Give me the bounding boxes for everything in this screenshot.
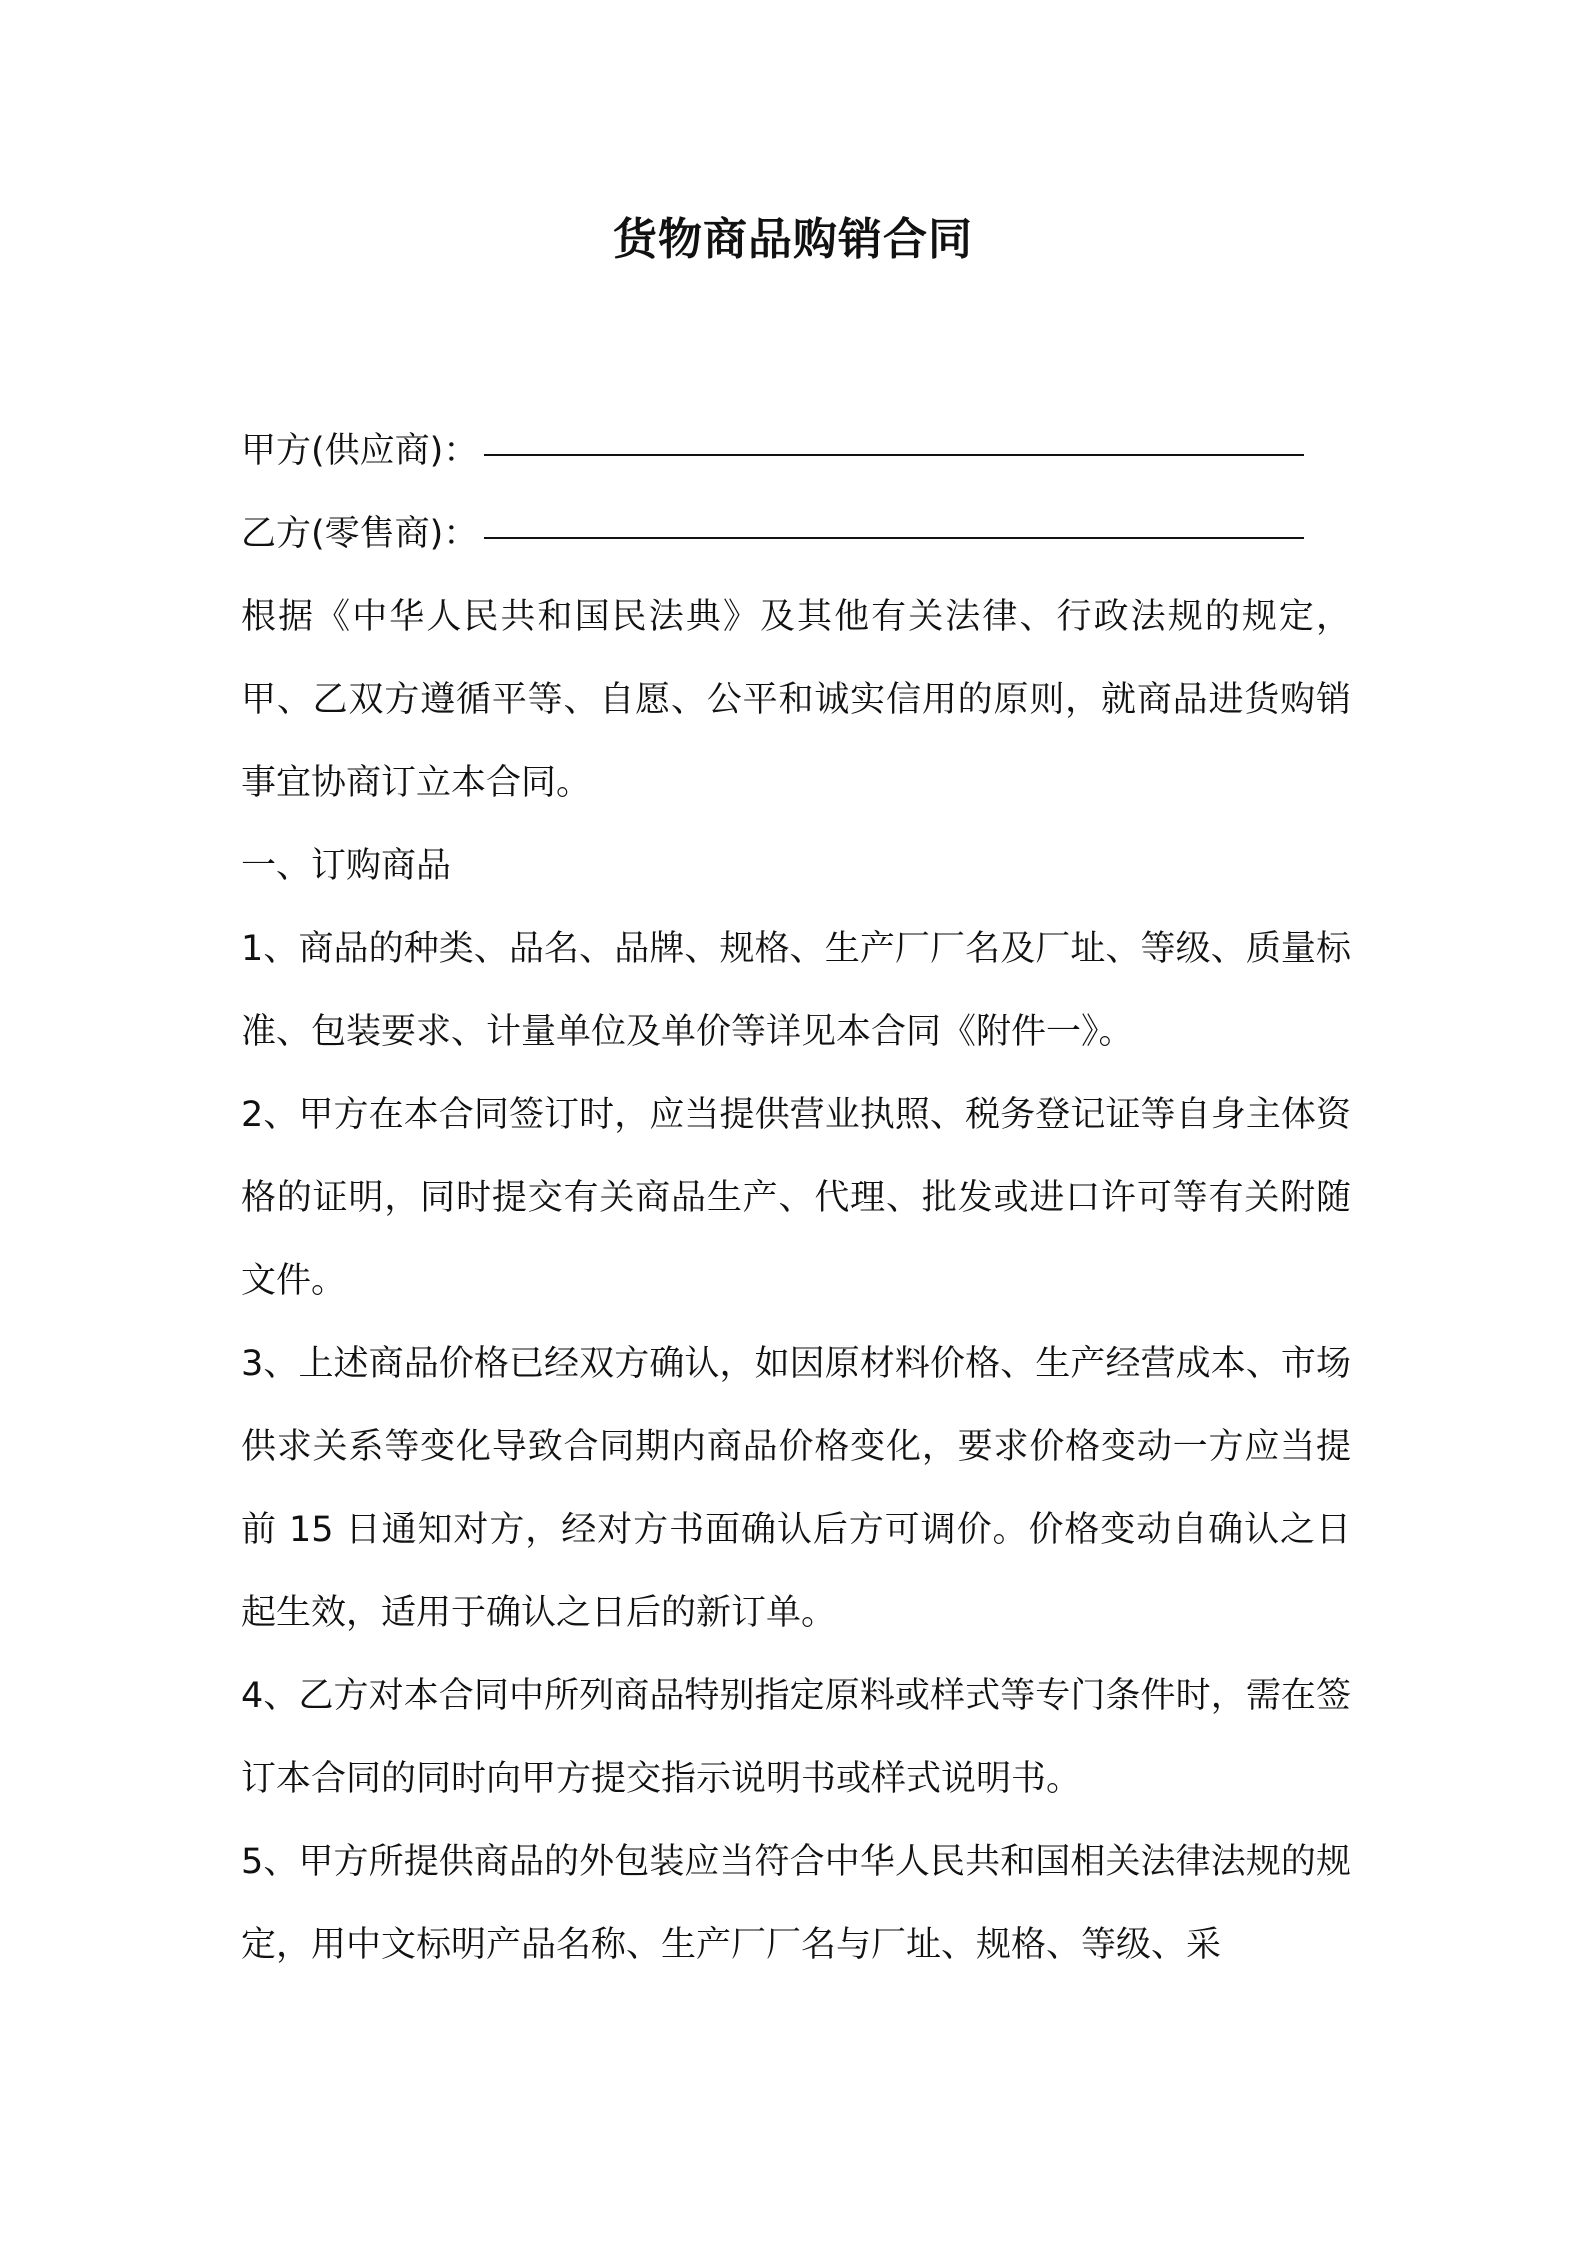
- clause-3: 3、上述商品价格已经双方确认，如因原材料价格、生产经营成本、市场供求关系等变化导致合同期内商品价格变化，要求价格变动一方应当提前 15 日通知对方，经对方书面确认后方可调价。价格变动自确认之日起生效，适用于确认之日后的新订单。: [241, 1344, 1351, 1633]
- clause-2: 2、甲方在本合同签订时，应当提供营业执照、税务登记证等自身主体资格的证明，同时提交有关商品生产、代理、批发或进口许可等有关附随文件。: [241, 1095, 1351, 1301]
- party-b-blank: [484, 499, 1304, 539]
- party-b-line: [241, 493, 1351, 576]
- party-a-label: 甲方(供应商)：: [241, 431, 479, 471]
- preamble-paragraph: 根据《中华人民共和国民法典》及其他有关法律、行政法规的规定，甲、乙双方遵循平等、自愿、公平和诚实信用的原则，就商品进货购销事宜协商订立本合同。: [241, 597, 1351, 803]
- document-body: [241, 410, 1351, 1987]
- clause-4: 4、乙方对本合同中所列商品特别指定原料或样式等专门条件时，需在签订本合同的同时向甲方提交指示说明书或样式说明书。: [241, 1676, 1351, 1799]
- section-heading-ordered-goods: 一、订购商品: [241, 846, 452, 886]
- party-a-blank: [484, 416, 1304, 456]
- party-b-label: 乙方(零售商)：: [241, 514, 479, 554]
- document-title: 货物商品购销合同: [613, 214, 973, 265]
- clause-1: 1、商品的种类、品名、品牌、规格、生产厂厂名及厂址、等级、质量标准、包装要求、计量单位及单价等详见本合同《附件一》。: [241, 929, 1351, 1052]
- clause-5: 5、甲方所提供商品的外包装应当符合中华人民共和国相关法律法规的规定，用中文标明产品名称、生产厂厂名与厂址、规格、等级、采: [241, 1842, 1351, 1965]
- party-a-line: [241, 410, 1351, 493]
